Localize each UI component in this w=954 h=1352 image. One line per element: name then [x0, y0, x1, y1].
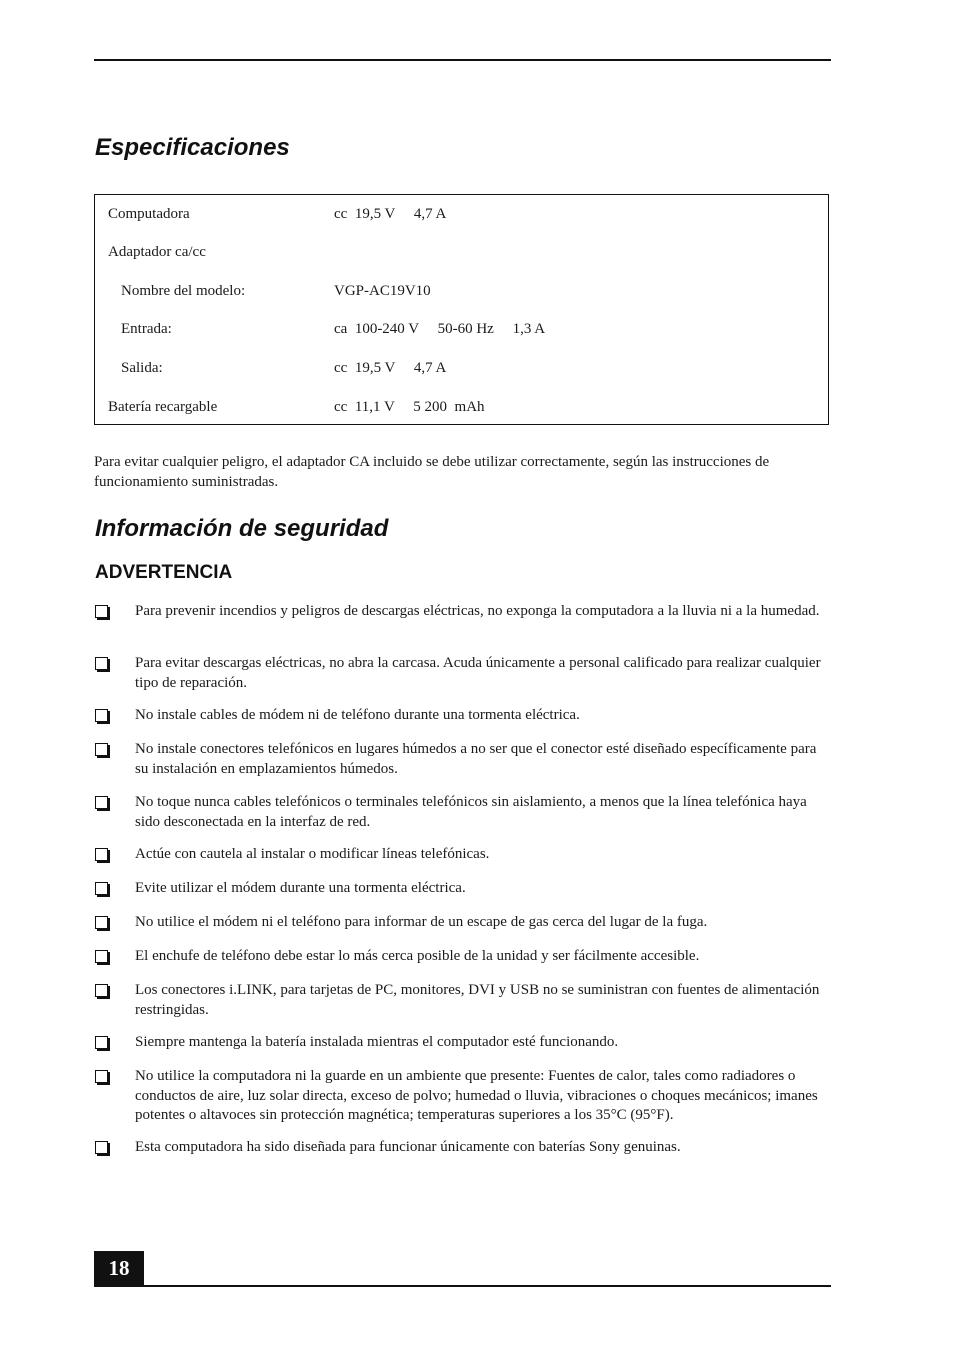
- footer-rule: [94, 1285, 831, 1287]
- checkbox-icon: [95, 1070, 108, 1083]
- checkbox-icon: [95, 1036, 108, 1049]
- checkbox-icon: [95, 1141, 108, 1154]
- spec-label: Batería recargable: [108, 399, 218, 415]
- warning-item: [94, 913, 830, 933]
- checkbox-icon: [95, 984, 108, 997]
- warning-heading: ADVERTENCIA: [95, 562, 233, 583]
- warning-item: [94, 602, 830, 622]
- warning-item: [94, 654, 830, 693]
- spec-row-input: [95, 319, 828, 339]
- spec-row-output: [95, 358, 828, 378]
- warning-text: No instale cables de módem ni de teléfono durante una tormenta eléctrica.: [135, 707, 580, 723]
- spec-label: Entrada:: [121, 321, 172, 337]
- spec-value: cc 19,5 V 4,7 A: [334, 206, 447, 222]
- spec-value: cc 19,5 V 4,7 A: [334, 360, 447, 376]
- spec-row-battery: [95, 397, 828, 417]
- checkbox-icon: [95, 882, 108, 895]
- warning-item: [94, 706, 830, 726]
- warning-item: [94, 947, 830, 967]
- warning-text: No utilice el módem ni el teléfono para informar de un escape de gas cerca del lugar de la fuga.: [135, 914, 708, 930]
- specifications-table: [94, 194, 829, 425]
- header-rule: [94, 59, 831, 61]
- spec-row-model-name: [95, 281, 828, 301]
- warning-text: Para prevenir incendios y peligros de descargas eléctricas, no exponga la computadora a la lluvia ni a la humedad.: [135, 603, 820, 619]
- checkbox-icon: [95, 950, 108, 963]
- checkbox-icon: [95, 796, 108, 809]
- spec-value: ca 100-240 V 50-60 Hz 1,3 A: [334, 321, 546, 337]
- warning-item: [94, 981, 830, 1020]
- warning-text: Actúe con cautela al instalar o modificar líneas telefónicas.: [135, 846, 490, 862]
- warning-text: El enchufe de teléfono debe estar lo más cerca posible de la unidad y ser fácilmente accesible.: [135, 948, 700, 964]
- spec-label: Salida:: [121, 360, 163, 376]
- spec-value: VGP-AC19V10: [334, 283, 431, 299]
- page-number: 18: [94, 1251, 144, 1286]
- warning-text: No utilice la computadora ni la guarde en un ambiente que presente: Fuentes de calor, tales como radiadores o conductos de aire, luz solar directa, exceso de polvo; humedad o lluvia, vibraciones o choques mecánicos; imanes potentes o altavoces sin protección magnética; temperaturas superiores a los 35°C (95°F).: [135, 1068, 818, 1123]
- spec-label: Adaptador ca/cc: [108, 244, 206, 260]
- warning-text: Los conectores i.LINK, para tarjetas de PC, monitores, DVI y USB no se suministran con fuentes de alimentación restringidas.: [135, 982, 820, 1018]
- spec-row-computer: [95, 204, 828, 224]
- warning-text: Siempre mantenga la batería instalada mientras el computador esté funcionando.: [135, 1034, 619, 1050]
- warning-item: [94, 740, 830, 779]
- warning-text: Evite utilizar el módem durante una tormenta eléctrica.: [135, 880, 466, 896]
- checkbox-icon: [95, 916, 108, 929]
- warning-text: Para evitar descargas eléctricas, no abra la carcasa. Acuda únicamente a personal calificado para realizar cualquier tipo de reparación.: [135, 655, 821, 691]
- warning-text: Esta computadora ha sido diseñada para funcionar únicamente con baterías Sony genuinas.: [135, 1139, 681, 1155]
- specifications-title: Especificaciones: [95, 134, 290, 161]
- spec-label: Nombre del modelo:: [121, 283, 246, 299]
- checkbox-icon: [95, 709, 108, 722]
- adapter-note: Para evitar cualquier peligro, el adaptador CA incluido se debe utilizar correctamente, según las instrucciones de funcionamiento suministradas.: [94, 454, 770, 490]
- warning-item: [94, 845, 830, 865]
- checkbox-icon: [95, 605, 108, 618]
- warning-text: No instale conectores telefónicos en lugares húmedos a no ser que el conector esté diseñado específicamente para su instalación en emplazamientos húmedos.: [135, 741, 817, 777]
- checkbox-icon: [95, 848, 108, 861]
- spec-row-adapter: [95, 242, 828, 262]
- warning-item: [94, 1033, 830, 1053]
- warning-item: [94, 879, 830, 899]
- safety-title: Información de seguridad: [95, 515, 389, 542]
- spec-label: Computadora: [108, 206, 190, 222]
- checkbox-icon: [95, 743, 108, 756]
- warning-item: [94, 1138, 830, 1158]
- spec-value: cc 11,1 V 5 200 mAh: [334, 399, 485, 415]
- warning-text: No toque nunca cables telefónicos o terminales telefónicos sin aislamiento, a menos que la línea telefónica haya sido desconectada en la interfaz de red.: [135, 794, 807, 830]
- warning-item: [94, 793, 830, 832]
- warning-item: [94, 1067, 830, 1126]
- checkbox-icon: [95, 657, 108, 670]
